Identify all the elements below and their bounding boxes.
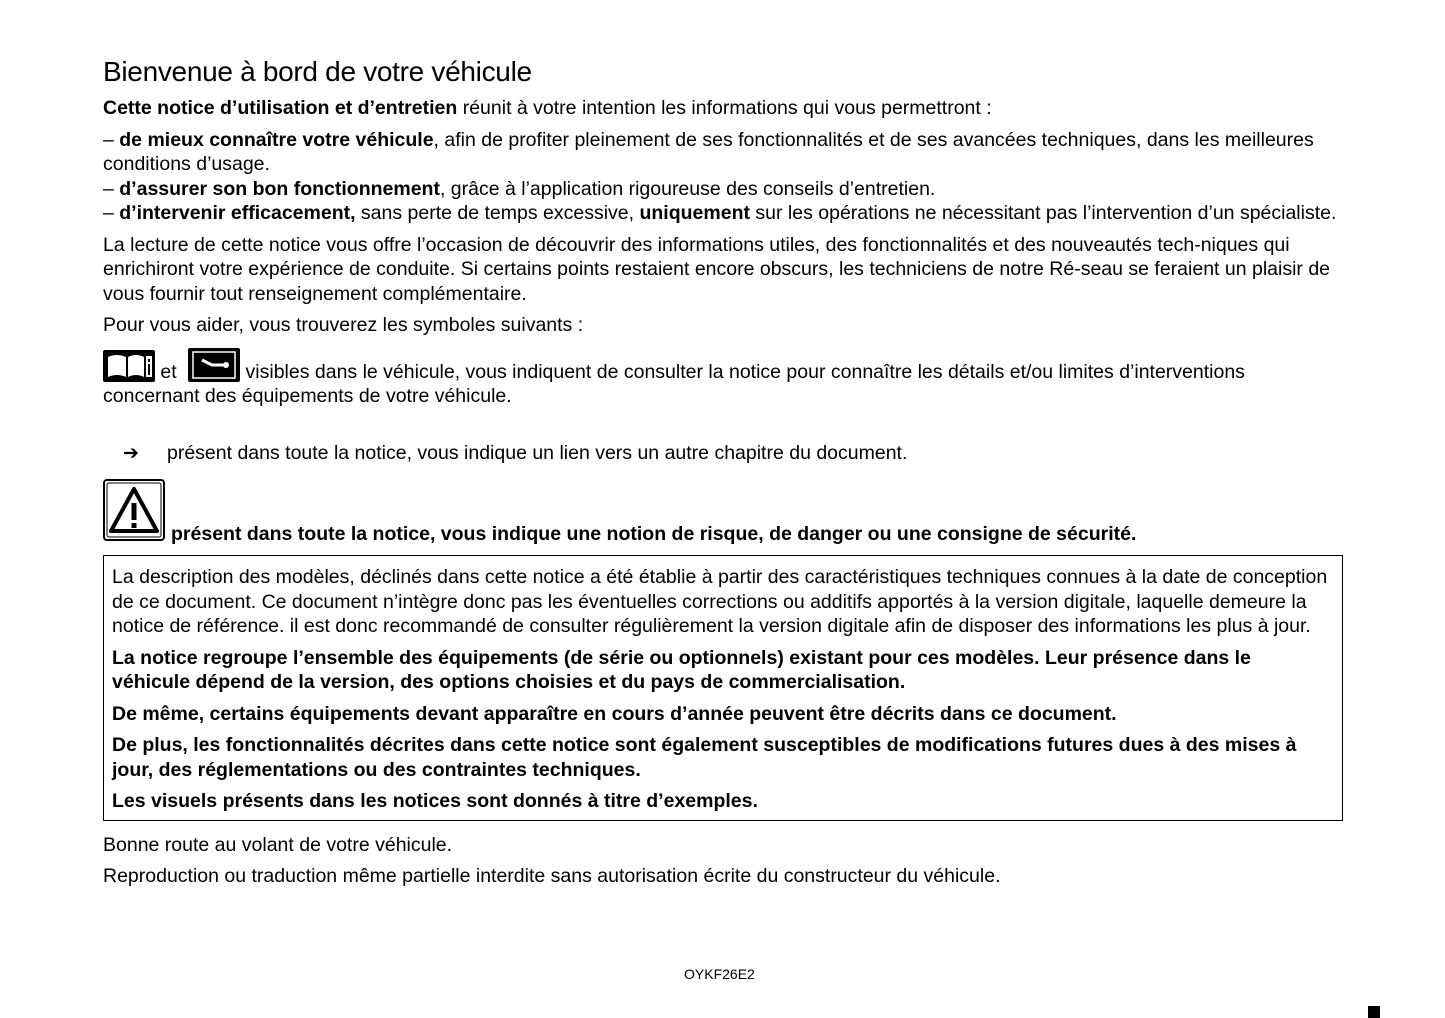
arrow-line-text: présent dans toute la notice, vous indique un lien vers un autre chapitre du document.: [167, 441, 908, 464]
box-paragraph-5: [112, 789, 1334, 814]
bullet-dash: –: [103, 177, 120, 200]
reading-paragraph: La lecture de cette notice vous offre l’occasion de découvrir des informations utiles, des fonctionnalités et des nouveautés tech-niques qui enrichiront votre expérience de conduite. Si certains points restaient encore obscurs, les techniciens de notre Ré-seau se feraient un plaisir de vous fournir tout renseignement complémentaire.: [103, 233, 1331, 305]
box-bold-2: La notice regroupe l’ensemble des équipements (de série ou optionnels) existant pour ces modèles. Leur présence dans le véhicule dépend de la version, des options choisies et du pays de commercialisation.: [112, 646, 1251, 693]
box-paragraph-3: [112, 702, 1334, 727]
intro-bold: Cette notice d’utilisation et d’entretien: [103, 97, 458, 119]
book-info-icon: [103, 350, 155, 382]
closing-line-2: Reproduction ou traduction même partielle interdite sans autorisation écrite du constructeur du véhicule.: [103, 865, 1001, 887]
arrow-right-icon: ➔: [123, 442, 139, 464]
bullet-dash: –: [103, 202, 120, 224]
bullet-rest: , grâce à l’application rigoureuse des conseils d’entretien.: [439, 177, 936, 200]
page-title: Bienvenue à bord de votre véhicule: [103, 56, 532, 87]
bullet-rest: , afin de profiter pleinement de ses fonctionnalités et de ses avancées techniques, dans les meilleures conditions d’usage.: [103, 128, 1314, 175]
bullet-item: [103, 201, 1343, 226]
bullet-mid: sans perte de temps excessive,: [355, 202, 640, 224]
symbols-intro: Pour vous aider, vous trouverez les symboles suivants :: [103, 314, 584, 336]
symbols-and: et: [155, 360, 183, 383]
bullet-dash: –: [103, 128, 120, 151]
warning-triangle-icon: [103, 479, 165, 541]
box-bold-5: Les visuels présents dans les notices sont donnés à titre d’exemples.: [112, 790, 758, 812]
warning-text: présent dans toute la notice, vous indique une notion de risque, de danger ou une consigne de sécurité.: [171, 523, 1137, 545]
end-of-page-marker: [1368, 1006, 1380, 1018]
warning-line: [103, 479, 1343, 545]
symbols-line: [103, 348, 1343, 409]
document-page: [103, 56, 1343, 889]
box-paragraph-4: [112, 733, 1334, 782]
info-box: [103, 555, 1343, 821]
box-bold-4: De plus, les fonctionnalités décrites dans cette notice sont également susceptibles de modifications futures dues à des mises à jour, des réglementations ou des contraintes techniques.: [112, 734, 1297, 781]
wrench-icon: [188, 348, 240, 382]
bullet-bold: de mieux connaître votre véhicule: [119, 128, 434, 151]
bullet-bold: d’intervenir efficacement,: [119, 202, 356, 224]
box-paragraph-2: [112, 646, 1334, 695]
bullet-bold: d’assurer son bon fonctionnement: [119, 177, 440, 200]
symbols-text: visibles dans le véhicule, vous indiquent de consulter la notice pour connaître les détails et/ou limites d’interventions concernant des équipements de votre véhicule.: [103, 360, 1245, 407]
document-code: OYKF26E2: [684, 966, 755, 982]
box-paragraph-1: La description des modèles, déclinés dans cette notice a été établie à partir des caractéristiques techniques connues à la date de conception de ce document. Ce document n’intègre donc pas les éventuelles corrections ou additifs apportés à la version digitale, laquelle demeure la notice de référence. il est donc recommandé de consulter régulièrement la version digitale afin de disposer des informations les plus à jour.: [112, 566, 1328, 637]
box-bold-3: De même, certains équipements devant apparaître en cours d’année peuvent être décrits dans ce document.: [112, 702, 1117, 725]
bullet-item: [103, 128, 1343, 177]
intro-paragraph: [103, 96, 1343, 121]
bullet-bold-2: uniquement: [639, 202, 750, 224]
closing-line-1: Bonne route au volant de votre véhicule.: [103, 833, 453, 856]
bullet-item: [103, 177, 1343, 202]
arrow-line: [103, 441, 1343, 467]
intro-rest: réunit à votre intention les informations qui vous permettront :: [457, 97, 992, 119]
bullet-rest: sur les opérations ne nécessitant pas l’intervention d’un spécialiste.: [749, 202, 1337, 224]
